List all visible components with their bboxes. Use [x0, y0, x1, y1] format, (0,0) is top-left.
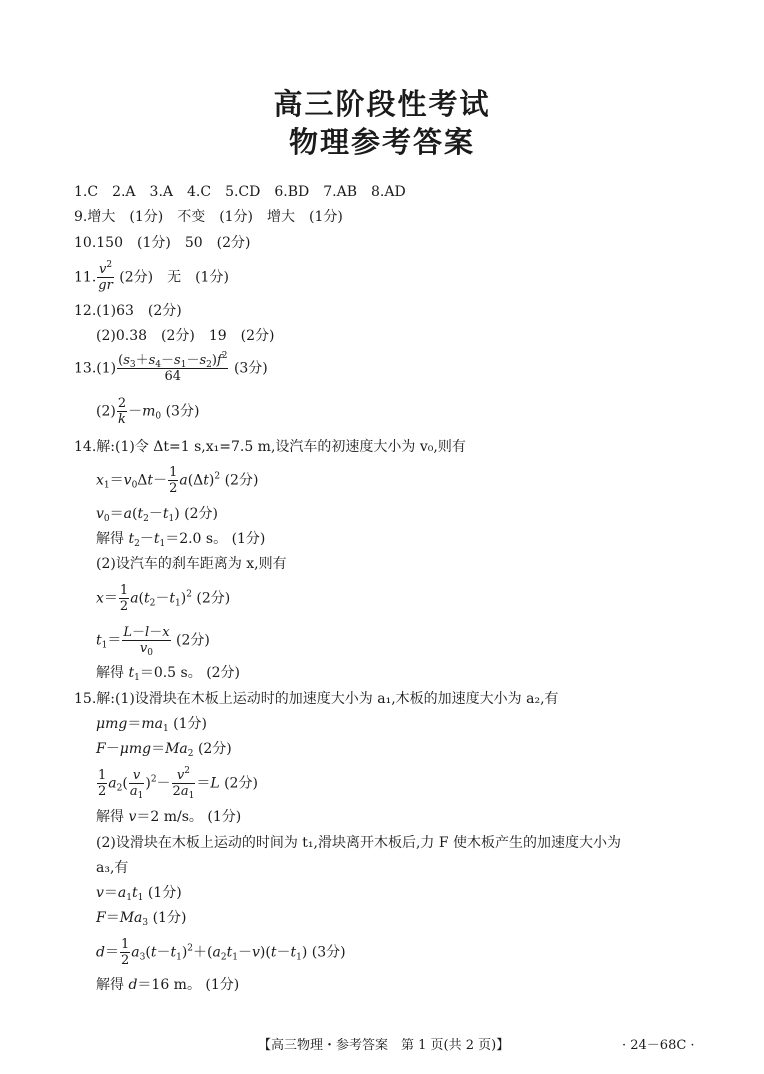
fraction-half: $\frac{1}{2}$ — [120, 937, 130, 968]
formula-v2-over-2a1: $\frac{v^2}{2a_1}$ — [172, 766, 195, 801]
q15-score-2: (2分) — [197, 741, 232, 757]
fraction-half: $\frac{1}{2}$ — [98, 768, 107, 799]
formula-v2-over-gr: $\frac{v^2}{gr}$ — [98, 260, 113, 293]
paper-code: · 24－68C · — [622, 1038, 695, 1053]
q15-part2: (2)设滑块在木板上运动的时间为 t₁,滑块离开木板后,力 F 使木板产生的加速度大小为 — [96, 835, 622, 851]
q15-eq2: $F-\mu mg=Ma_2$ (2分) — [96, 741, 232, 759]
fraction-half: $\frac{1}{2}$ — [169, 465, 178, 496]
formula-2-over-k: $\frac{2}{k}$ — [117, 396, 127, 427]
formula-L-l-x-over-v0: $\frac{L-l-x}{v_0}$ — [123, 625, 170, 658]
answer-line-11 — [74, 262, 229, 293]
answer-line-12b: (2)0.38 (2分) 19 (2分) — [96, 328, 275, 344]
answer-line-1-8: 1.C 2.A 3.A 4.C 5.CD 6.BD 7.AB 8.AD — [74, 184, 406, 200]
q15-score-10: (1分) — [205, 977, 240, 993]
q15-eq8: 解得 d＝16 m。 (1分) — [96, 977, 240, 993]
answer-line-13a — [74, 353, 268, 384]
answer-13b-tail: (3分) — [165, 403, 200, 420]
q15-eq5: $v=a_1t_1$ (1分) — [96, 885, 182, 903]
q15-eq6: $F=Ma_3$ (1分) — [96, 910, 187, 928]
q14-score-5: (2分) — [196, 590, 231, 607]
formula-v-over-a1: $\frac{v}{a_1}$ — [129, 768, 144, 801]
q15-eq3: $\frac{1}{2}$ $a_2$( $\frac{v}{a_1}$ )$^2$－ $\frac{v^2}{2a_1}$ ＝L (2分) — [98, 766, 258, 801]
q14-eq1: $x_1=v_0\Delta t-$ $\frac{1}{2}$ $a(\Delta t)^2$ (2分) — [96, 465, 259, 496]
q14-score-3: (1分) — [231, 531, 266, 547]
q14-eq6: 解得 $t_1=0.5$ s。 (2分) — [96, 665, 241, 683]
q15-part2-cont: a₃,有 — [96, 860, 129, 876]
q15-score-7: (1分) — [147, 885, 182, 901]
answer-line-13b: (2) $\frac{2}{k}$ $-m_0$ (3分) — [96, 396, 200, 427]
q14-score-2: (2分) — [184, 506, 218, 522]
formula-13-1: $\frac{(s_3+s_4-s_1-s_2)f^2}{64}$ — [118, 351, 228, 384]
q14-part2: (2)设汽车的刹车距离为 x,则有 — [96, 556, 287, 572]
q15-score-4: (1分) — [207, 809, 242, 825]
q14-score-6: (2分) — [176, 632, 210, 649]
answer-13a-prefix: 13.(1) — [74, 360, 117, 377]
fraction-half: $\frac{1}{2}$ — [119, 583, 129, 614]
q15-intro: 15.解:(1)设滑块在木板上运动时的加速度大小为 a₁,木板的加速度大小为 a₂,有 — [74, 691, 559, 707]
q15-eq1: $\mu mg=ma_1$ (1分) — [96, 716, 207, 734]
answer-13b-prefix: (2) — [96, 403, 116, 420]
answer-line-9: 9.增大 (1分) 不变 (1分) 增大 (1分) — [74, 209, 343, 225]
page-subtitle: 物理参考答案 — [288, 125, 475, 159]
q15-score-3: (2分) — [224, 775, 258, 792]
q14-intro: 14.解:(1)令 Δt=1 s,x₁=7.5 m,设汽车的初速度大小为 v₀,则有 — [74, 439, 466, 455]
page-title: 高三阶段性考试 — [273, 87, 491, 121]
q15-eq7: d＝ $\frac{1}{2}$ $a_3(t-t_1)^2+(a_2t_1-v)(t-t_1)$ (3分) — [96, 937, 346, 968]
q15-score-9: (3分) — [311, 944, 346, 961]
q14-eq4: x＝ $\frac{1}{2}$ $a(t_2-t_1)^2$ (2分) — [96, 583, 231, 614]
page-footer: 【高三物理・参考答案 第 1 页(共 2 页)】 — [258, 1038, 510, 1053]
answer-line-12a: 12.(1)63 (2分) — [74, 303, 182, 319]
q14-score-1: (2分) — [224, 472, 259, 489]
answer-11-prefix: 11. — [74, 269, 97, 286]
q15-eq4: 解得 v＝2 m/s。 (1分) — [96, 809, 242, 825]
q15-score-8: (1分) — [152, 910, 187, 926]
q14-eq2: $v_0=a(t_2-t_1)$ (2分) — [96, 506, 218, 524]
q14-eq3: 解得 $t_2-t_1=2.0$ s。 (1分) — [96, 531, 266, 549]
q14-eq5: $t_1=$ $\frac{L-l-x}{v_0}$ (2分) — [96, 625, 210, 658]
q14-score-7: (2分) — [206, 665, 241, 681]
answer-line-10: 10.150 (1分) 50 (2分) — [74, 235, 251, 251]
q15-score-1: (1分) — [173, 716, 207, 732]
answer-13a-tail: (3分) — [233, 360, 268, 377]
answer-11-tail: (2分) 无 (1分) — [119, 269, 229, 286]
